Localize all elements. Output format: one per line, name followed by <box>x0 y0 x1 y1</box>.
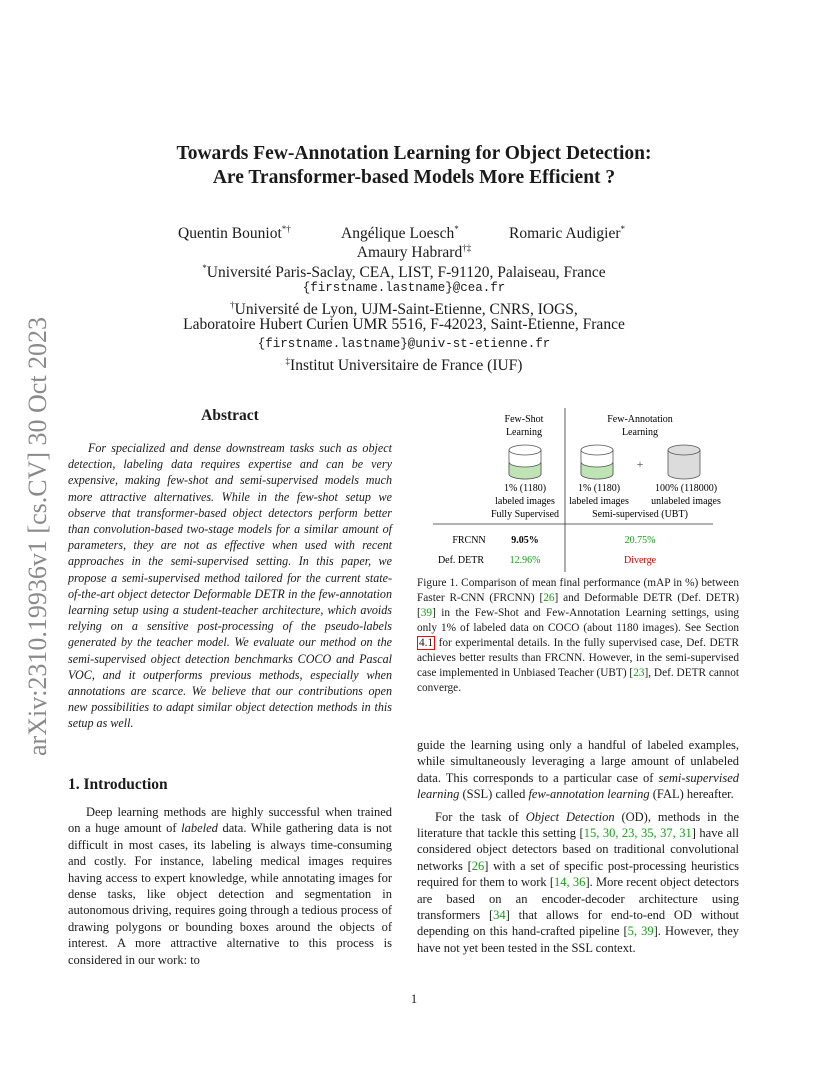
intro-p1-text-a: Deep learning methods are highly successful when trained on a huge amount of <box>68 805 392 836</box>
citation-link[interactable]: 14, 36 <box>554 875 586 890</box>
author-2-name: Angélique Loesch <box>341 225 455 243</box>
figure-1 <box>425 404 735 576</box>
affiliation-1-text: Université Paris-Saclay, CEA, LIST, F-91120, Palaiseau, France <box>206 264 606 282</box>
intro-r2-text-c: ] have all considered object detectors based on traditional convolutional networks [ <box>417 826 740 873</box>
intro-r2-text-e: ]. More recent object detectors are based on an encoder-decoder architecture using transformers [ <box>417 875 739 923</box>
fig-c23-set: Semi-supervised (UBT) <box>592 509 688 520</box>
intro-paragraph-3 <box>417 809 739 957</box>
fig-c3-pct: 100% (118000) <box>654 483 718 494</box>
fig-c1-lab: labeled images <box>495 496 555 507</box>
intro-r2-text-d: ] with a set of specific post-processing heuristics required for them to work [ <box>417 858 739 890</box>
fig-c2-pct: 1% (1180) <box>577 483 621 494</box>
author-4-marks: †‡ <box>462 243 472 253</box>
intro-r2-text-b: (OD), methods in the literature that tackle this setting [ <box>417 809 740 841</box>
email-2: {firstname.lastname}@univ-st-etienne.fr <box>257 337 551 351</box>
citation-link[interactable]: 5, 39 <box>627 924 654 939</box>
author-1-marks: *† <box>281 224 291 234</box>
intro-r2-text-g: ]. However, they have not yet been tested in the SSL context. <box>417 924 740 955</box>
title-line-1: Towards Few-Annotation Learning for Object Detection: <box>176 143 652 164</box>
intro-r2-emphasis: Object Detection <box>525 809 615 824</box>
abstract-heading: Abstract <box>201 407 259 424</box>
intro-r2-text-a: For the task of <box>435 809 526 824</box>
fig-c1-pct: 1% (1180) <box>503 483 547 494</box>
fig-c2-lab: labeled images <box>569 496 629 507</box>
abstract-text: For specialized and dense downstream tasks such as object detection, labeling data requires expertise and can be very expensive, making few-shot and semi-supervised models much more attractive alternatives. While in the few-shot setup we observe that transformer-based object detectors perform better than convolution-based two-stage models for a similar amount of parameters, they are not as effective when used with recent approaches in the semi-supervised setting. In this paper, we propose a semi-supervised method tailored for the current state-of-the-art object detector Deformable DETR in the few-annotation learning setup using a student-teacher architecture, which avoids relying on a sensitive post-processing of the pseudo-labels generated by the teacher model. We evaluate our method on the semi-supervised object detection benchmarks COCO and Pascal VOC, and it outperforms previous methods, especially when annotations are scarce. We believe that our contributions open new possibilities to adapt similar object detection methods in this setup as well. <box>68 441 392 731</box>
citation-link[interactable]: 26 <box>543 592 555 604</box>
caption-text-c: ] in the Few-Shot and Few-Annotation Learning settings, using only 1% of labeled data on COCO (about 1180 images). See Section <box>417 607 739 634</box>
fig-row1-v1: 9.05% <box>511 535 539 546</box>
fig-row2-v2: Diverge <box>623 555 657 566</box>
caption-text-a: Figure 1. Comparison of mean final performance (mAP in %) between Faster R-CNN (FRCNN) [ <box>417 577 739 604</box>
fig-row2-v1: 12.96% <box>509 555 541 566</box>
intro-paragraph-1 <box>68 804 392 968</box>
citation-link[interactable]: 34 <box>493 908 506 923</box>
arxiv-stamp-text: arXiv:2310.19936v1 [cs.CV] 30 Oct 2023 <box>23 316 52 756</box>
email-1: {firstname.lastname}@cea.fr <box>302 281 506 295</box>
fig-col1-header-b: Learning <box>505 427 543 438</box>
intro-r1-text-c: (FAL) hereafter. <box>649 787 734 802</box>
intro-p1-text-b: data. While gathering data is not difficult in most cases, its labeling is always time-consuming and costly. For instance, labeling medical images requires having access to expert knowledge, while annotating images for dense tasks, like object detection and segmentation in autonomous driving, requires going through a tedious process of drawing polygons or bounding boxes around the objects of interest. A more attractive alternative to this process is considered in our work: to <box>68 821 392 967</box>
fig-row1-v2: 20.75% <box>624 535 656 546</box>
fig-row2-name: Def. DETR <box>437 555 485 566</box>
figure-1-svg <box>425 404 735 576</box>
fig-col1-header-a: Few-Shot <box>504 414 544 425</box>
citation-link[interactable]: 15, 30, 23, 35, 37, 31 <box>583 826 692 841</box>
fig-c3-lab: unlabeled images <box>651 496 721 507</box>
intro-r2-text-f: ] that allows for end-to-end OD without depending on this hand-crafted pipeline [ <box>417 908 739 939</box>
author-1-name: Quentin Bouniot <box>178 225 282 243</box>
caption-text-b: ] and Deformable DETR (Def. DETR) [ <box>417 592 740 619</box>
citation-link[interactable]: 39 <box>420 607 433 619</box>
affiliation-2b: Laboratoire Hubert Curien UMR 5516, F-42023, Saint-Etienne, France <box>183 316 625 333</box>
fig-col2-header-a: Few-Annotation <box>607 414 673 425</box>
fig-col2-header-b: Learning <box>621 427 659 438</box>
citation-link[interactable]: 23 <box>633 667 645 679</box>
affiliation-3-mark: ‡ <box>285 356 291 366</box>
author-4-name: Amaury Habrard <box>356 244 463 262</box>
figure-1-caption <box>417 576 739 696</box>
intro-r1-emphasis-2: few-annotation learning <box>528 787 650 802</box>
affiliation-3-text: Institut Universitaire de France (IUF) <box>290 357 523 375</box>
intro-left-column <box>68 804 392 968</box>
caption-text-e: ], Def. DETR cannot converge. <box>417 667 739 694</box>
page-number: 1 <box>410 992 418 1006</box>
title-line-2: Are Transformer-based Models More Efficient ? <box>212 167 616 188</box>
fig-c1-set: Fully Supervised <box>490 509 560 520</box>
database-cylinder-icon <box>509 445 541 479</box>
section-ref-link[interactable]: 4.1 <box>419 637 434 649</box>
author-3-name: Romaric Audigier <box>509 225 621 243</box>
author-3-marks: * <box>620 224 625 234</box>
intro-p1-emphasis: labeled <box>181 821 218 836</box>
intro-r1-text-b: (SSL) called <box>459 787 529 802</box>
affiliation-1-mark: * <box>202 263 207 273</box>
affiliation-3 <box>0 352 808 375</box>
database-cylinder-icon <box>668 445 700 479</box>
paper-title <box>100 142 728 190</box>
intro-paragraph-2 <box>417 737 739 803</box>
intro-r1-text-a: guide the learning using only a handful of labeled examples, while simultaneously leveraging a large amount of unlabeled data. This corresponds to a particular case of <box>417 738 739 785</box>
section-heading-introduction: 1. Introduction <box>68 776 168 793</box>
fig-plus: + <box>636 457 644 471</box>
citation-link[interactable]: 26 <box>471 858 485 873</box>
abstract-body <box>68 440 392 732</box>
intro-r1-emphasis-1: semi-supervised learning <box>417 770 739 802</box>
database-cylinder-icon <box>581 445 613 479</box>
intro-right-column <box>417 737 739 956</box>
fig-row1-name: FRCNN <box>452 535 486 546</box>
affiliation-2a-text: Université de Lyon, UJM-Saint-Etienne, CNRS, IOGS, <box>234 301 578 319</box>
author-2-marks: * <box>454 224 459 234</box>
caption-text-d: for experimental details. In the fully supervised case, Def. DETR achieves better results than FRCNN. However, in the semi-supervised case implemented in Unbiased Teacher (UBT) [ <box>417 637 739 679</box>
affiliation-2-mark: † <box>230 300 235 310</box>
